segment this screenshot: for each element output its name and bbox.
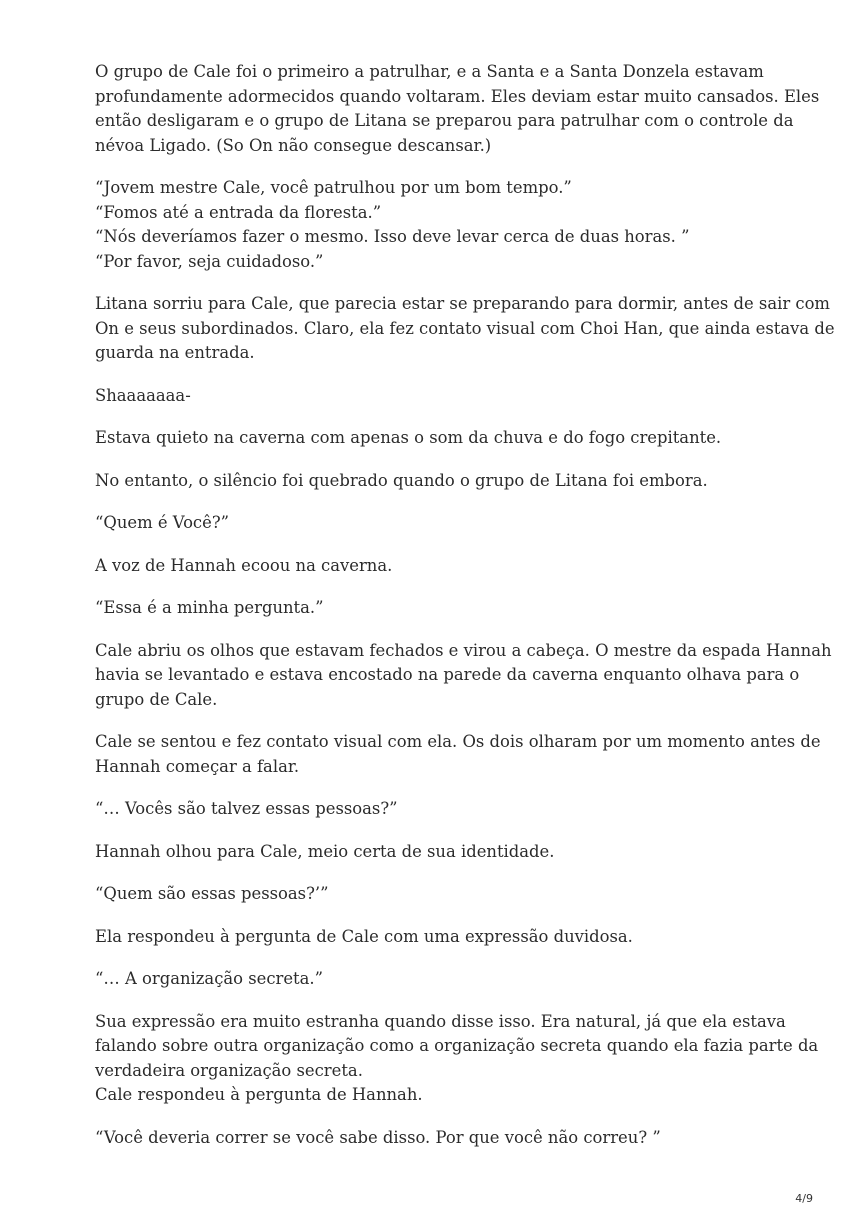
text-line: Shaaaaaaa- <box>95 385 191 405</box>
paragraph <box>95 596 785 621</box>
paragraph <box>95 1010 819 1108</box>
paragraph <box>95 292 835 366</box>
text-line: Hannah começar a falar. <box>95 756 300 776</box>
text-line: grupo de Cale. <box>95 689 218 709</box>
text-line: Cale se sentou e fez contato visual com ela. Os dois olharam por um momento antes de <box>95 732 821 751</box>
paragraph <box>95 511 785 536</box>
text-line: falando sobre outra organização como a organização secreta quando ela fazia parte da <box>95 1036 819 1055</box>
text-line: No entanto, o silêncio foi quebrado quando o grupo de Litana foi embora. <box>95 470 708 490</box>
text-line: “Quem são essas pessoas?’” <box>95 884 329 903</box>
paragraph <box>95 469 785 494</box>
paragraph <box>95 60 820 158</box>
paragraph <box>95 1126 785 1151</box>
document-body <box>95 60 835 1168</box>
text-line: A voz de Hannah ecoou na caverna. <box>95 555 393 575</box>
text-line: havia se levantado e estava encostado na parede da caverna enquanto olhava para o <box>95 665 800 684</box>
paragraph <box>95 882 785 907</box>
text-line: “Fomos até a entrada da floresta.” <box>95 202 382 222</box>
text-line: guarda na entrada. <box>95 343 255 362</box>
page-number: 4/9 <box>795 1192 813 1205</box>
text-line: então desligaram e o grupo de Litana se preparou para patrulhar com o controle da <box>95 111 794 130</box>
paragraph <box>95 925 785 950</box>
paragraph <box>95 554 785 579</box>
text-line: Hannah olhou para Cale, meio certa de sua identidade. <box>95 841 555 861</box>
paragraph <box>95 176 785 274</box>
text-line: Estava quieto na caverna com apenas o som da chuva e do fogo crepitante. <box>95 428 722 447</box>
text-line: “Por favor, seja cuidadoso.” <box>95 251 324 271</box>
text-line: profundamente adormecidos quando voltaram. Eles deviam estar muito cansados. Eles <box>95 86 820 106</box>
paragraph <box>95 797 785 822</box>
text-line: Ela respondeu à pergunta de Cale com uma expressão duvidosa. <box>95 926 633 946</box>
text-line: Sua expressão era muito estranha quando disse isso. Era natural, já que ela estava <box>95 1011 786 1031</box>
paragraph <box>95 730 821 779</box>
text-line: verdadeira organização secreta. <box>95 1060 363 1080</box>
text-line: “… A organização secreta.” <box>95 969 324 988</box>
paragraph <box>95 840 785 865</box>
paragraph <box>95 967 785 992</box>
text-line: névoa Ligado. (So On não consegue descansar.) <box>95 135 492 155</box>
text-line: On e seus subordinados. Claro, ela fez contato visual com Choi Han, que ainda estava de <box>95 318 835 338</box>
text-line: O grupo de Cale foi o primeiro a patrulhar, e a Santa e a Santa Donzela estavam <box>95 62 764 81</box>
text-line: Cale abriu os olhos que estavam fechados e virou a cabeça. O mestre da espada Hannah <box>95 640 832 660</box>
text-line: Cale respondeu à pergunta de Hannah. <box>95 1085 423 1104</box>
text-line: “Quem é Você?” <box>95 513 229 532</box>
text-line: “Você deveria correr se você sabe disso. Por que você não correu? ” <box>95 1127 661 1147</box>
text-line: “… Vocês são talvez essas pessoas?” <box>95 799 398 818</box>
paragraph <box>95 426 785 451</box>
text-line: Litana sorriu para Cale, que parecia estar se preparando para dormir, antes de sair com <box>95 294 830 313</box>
paragraph <box>95 384 785 409</box>
text-line: “Nós deveríamos fazer o mesmo. Isso deve levar cerca de duas horas. ” <box>95 227 690 246</box>
text-line: “Jovem mestre Cale, você patrulhou por um bom tempo.” <box>95 178 572 197</box>
paragraph <box>95 639 832 713</box>
text-line: “Essa é a minha pergunta.” <box>95 598 324 617</box>
